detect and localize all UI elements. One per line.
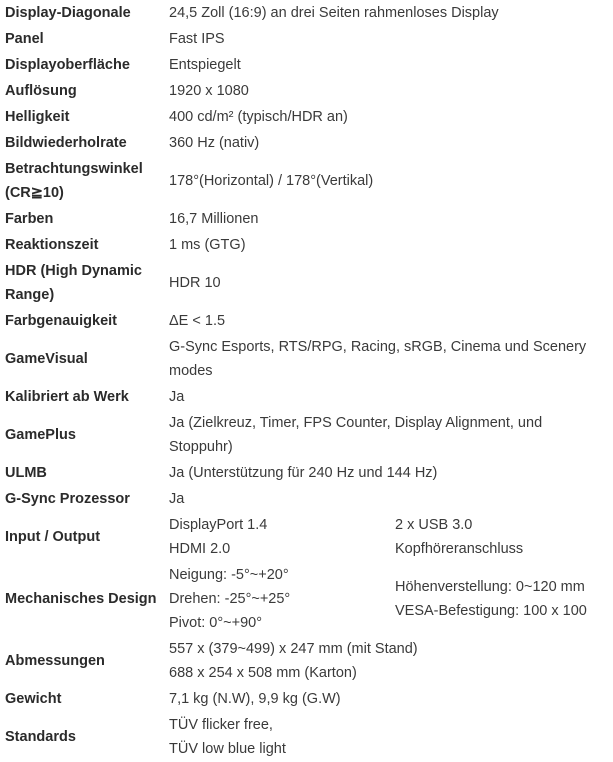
row-label: Helligkeit xyxy=(5,109,70,125)
row-value xyxy=(165,271,613,295)
row-value xyxy=(165,27,613,51)
value-line: Ja xyxy=(169,491,185,507)
row-label: Kalibriert ab Werk xyxy=(5,389,129,405)
value-line: TÜV low blue light xyxy=(169,741,286,757)
row-value xyxy=(165,385,613,409)
io-column-ports xyxy=(169,513,395,561)
row-label: Displayoberfläche xyxy=(5,57,130,73)
row-value xyxy=(165,411,613,459)
spec-row-brightness xyxy=(0,104,613,130)
row-label: Farben xyxy=(5,211,54,227)
spec-row-factory-calibrated xyxy=(0,384,613,410)
row-value xyxy=(165,233,613,257)
row-label: Reaktionszeit xyxy=(5,237,99,253)
spec-row-ulmb xyxy=(0,460,613,486)
value-line: Ja (Unterstützung für 240 Hz und 144 Hz) xyxy=(169,465,438,481)
spec-row-color-accuracy xyxy=(0,308,613,334)
row-value xyxy=(165,53,613,77)
spec-row-viewing-angle xyxy=(0,156,613,206)
row-label: Gewicht xyxy=(5,691,62,707)
value-line: Entspiegelt xyxy=(169,57,241,73)
row-value xyxy=(165,637,613,685)
spec-row-response-time xyxy=(0,232,613,258)
spec-row-colors xyxy=(0,206,613,232)
value-line: 1 ms (GTG) xyxy=(169,237,246,253)
row-label: Abmessungen xyxy=(5,653,105,669)
row-label: Standards xyxy=(5,729,76,745)
value-line: 557 x (379~499) x 247 mm (mit Stand) xyxy=(169,641,418,657)
spec-row-display-diagonal xyxy=(0,0,613,26)
row-value xyxy=(165,487,613,511)
row-label: Display-Diagonale xyxy=(5,5,131,21)
row-label: Mechanisches Design xyxy=(5,591,157,607)
value-line: Pivot: 0°~+90° xyxy=(169,615,263,631)
row-value xyxy=(165,207,613,231)
io-column-extras xyxy=(395,513,609,561)
spec-row-refresh-rate xyxy=(0,130,613,156)
value-line: 16,7 Millionen xyxy=(169,211,259,227)
value-line: 400 cd/m² (typisch/HDR an) xyxy=(169,109,348,125)
value-line: 7,1 kg (N.W), 9,9 kg (G.W) xyxy=(169,691,341,707)
value-line: HDMI 2.0 xyxy=(169,541,231,557)
row-value xyxy=(165,169,613,193)
row-value xyxy=(165,335,613,383)
spec-row-gsync-processor xyxy=(0,486,613,512)
row-label: Panel xyxy=(5,31,44,47)
spec-row-dimensions xyxy=(0,636,613,686)
value-line: Kopfhöreranschluss xyxy=(395,541,524,557)
row-label: GameVisual xyxy=(5,351,88,367)
row-value xyxy=(165,79,613,103)
value-line: Ja (Zielkreuz, Timer, FPS Counter, Display Alignment, und xyxy=(169,415,543,431)
mech-column-angles xyxy=(169,563,395,635)
value-line: Ja xyxy=(169,389,185,405)
row-value xyxy=(165,513,613,561)
row-label: Farbgenauigkeit xyxy=(5,313,117,329)
value-line: Stoppuhr) xyxy=(169,439,233,455)
value-line: 360 Hz (nativ) xyxy=(169,135,260,151)
row-value xyxy=(165,309,613,333)
row-value xyxy=(165,131,613,155)
row-value xyxy=(165,461,613,485)
row-label: ULMB xyxy=(5,465,47,481)
spec-row-weight xyxy=(0,686,613,712)
value-line: HDR 10 xyxy=(169,275,221,291)
value-line: Neigung: -5°~+20° xyxy=(169,567,289,583)
spec-row-input-output xyxy=(0,512,613,562)
value-line: modes xyxy=(169,363,213,379)
row-value xyxy=(165,713,613,761)
value-line: Fast IPS xyxy=(169,31,225,47)
row-label: HDR (High Dynamic Range) xyxy=(5,263,142,303)
row-label: G-Sync Prozessor xyxy=(5,491,130,507)
row-value xyxy=(165,105,613,129)
value-line: 2 x USB 3.0 xyxy=(395,517,473,533)
value-line: DisplayPort 1.4 xyxy=(169,517,268,533)
row-label: Bildwiederholrate xyxy=(5,135,127,151)
row-label: Auflösung xyxy=(5,83,77,99)
mech-column-mounting xyxy=(395,575,609,623)
row-value xyxy=(165,1,613,25)
value-line: 24,5 Zoll (16:9) an drei Seiten rahmenloses Display xyxy=(169,5,499,21)
row-label: GamePlus xyxy=(5,427,76,443)
spec-row-mechanical-design xyxy=(0,562,613,636)
value-line: Drehen: -25°~+25° xyxy=(169,591,291,607)
row-value xyxy=(165,687,613,711)
spec-row-resolution xyxy=(0,78,613,104)
value-line: Höhenverstellung: 0~120 mm xyxy=(395,579,585,595)
spec-row-panel xyxy=(0,26,613,52)
spec-row-gamevisual xyxy=(0,334,613,384)
row-value xyxy=(165,563,613,635)
spec-row-surface xyxy=(0,52,613,78)
spec-row-standards xyxy=(0,712,613,762)
value-line: 178°(Horizontal) / 178°(Vertikal) xyxy=(169,173,374,189)
row-label: Input / Output xyxy=(5,529,101,545)
value-line: TÜV flicker free, xyxy=(169,717,273,733)
value-line: ΔE < 1.5 xyxy=(169,313,226,329)
value-line: 1920 x 1080 xyxy=(169,83,249,99)
value-line: G-Sync Esports, RTS/RPG, Racing, sRGB, Cinema und Scenery xyxy=(169,339,587,355)
value-line: 688 x 254 x 508 mm (Karton) xyxy=(169,665,357,681)
row-label: Betrachtungswinkel (CR≧10) xyxy=(5,161,143,201)
spec-row-gameplus xyxy=(0,410,613,460)
value-line: VESA-Befestigung: 100 x 100 xyxy=(395,603,587,619)
spec-row-hdr xyxy=(0,258,613,308)
